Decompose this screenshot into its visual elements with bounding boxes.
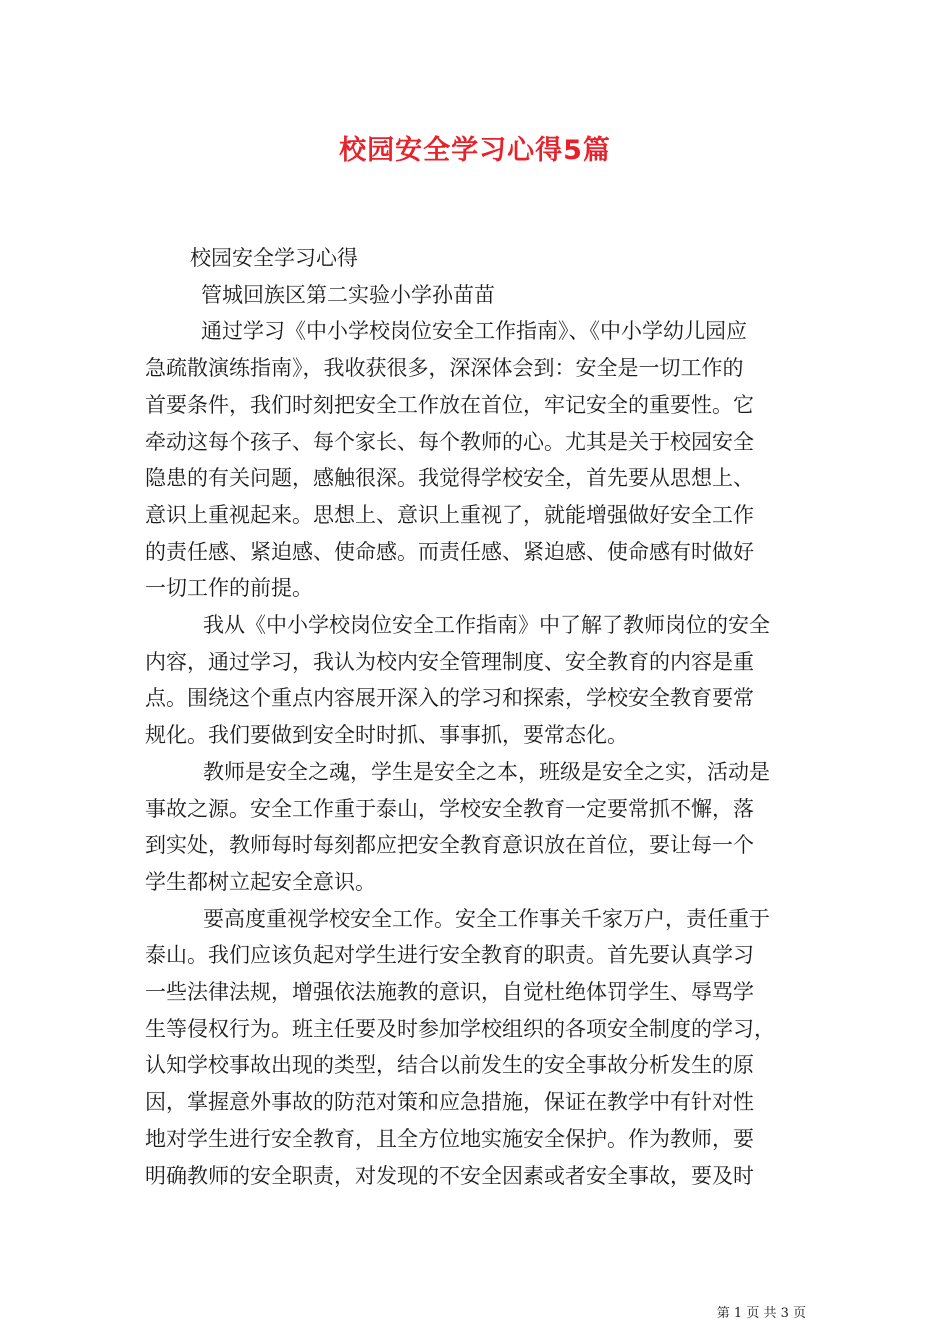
- paragraph-line: 通过学习《中小学校岗位安全工作指南》、《中小学幼儿园应: [201, 319, 747, 344]
- paragraph-line: 认知学校事故出现的类型，结合以前发生的安全事故分析发生的原: [145, 1053, 754, 1078]
- paragraph-line: 点。围绕这个重点内容展开深入的学习和探索，学校安全教育要常: [145, 686, 754, 711]
- paragraph-line: 因，掌握意外事故的防范对策和应急措施，保证在教学中有针对性: [145, 1090, 754, 1115]
- paragraph-line: 首要条件，我们时刻把安全工作放在首位，牢记安全的重要性。它: [145, 392, 754, 417]
- paragraph-line: 要高度重视学校安全工作。安全工作事关千家万户，责任重于: [203, 906, 770, 931]
- paragraph-line: 教师是安全之魂，学生是安全之本，班级是安全之实，活动是: [203, 759, 770, 784]
- paragraph-line: 一切工作的前提。: [145, 576, 313, 601]
- paragraph-line: 内容，通过学习，我认为校内安全管理制度、安全教育的内容是重: [145, 649, 754, 674]
- paragraph-line: 规化。我们要做到安全时时抓、事事抓，要常态化。: [145, 723, 628, 748]
- paragraph-line: 的责任感、紧迫感、使命感。而责任感、紧迫感、使命感有时做好: [145, 539, 754, 564]
- paragraph-line: 隐患的有关问题，感触很深。我觉得学校安全，首先要从思想上、: [145, 466, 754, 491]
- author-line: 管城回族区第二实验小学孙苗苗: [201, 282, 495, 307]
- paragraph-line: 一些法律法规，增强依法施教的意识，自觉杜绝体罚学生、辱骂学: [145, 980, 754, 1005]
- page-number: 第 1 页 共 3 页: [716, 1306, 806, 1321]
- paragraph-line: 急疏散演练指南》，我收获很多，深深体会到：安全是一切工作的: [145, 356, 744, 381]
- paragraph-line: 泰山。我们应该负起对学生进行安全教育的职责。首先要认真学习: [145, 943, 754, 968]
- paragraph-line: 牵动这每个孩子、每个家长、每个教师的心。尤其是关于校园安全: [145, 429, 754, 454]
- paragraph-line: 生等侵权行为。班主任要及时参加学校组织的各项安全制度的学习，: [145, 1016, 775, 1041]
- paragraph-line: 地对学生进行安全教育，且全方位地实施安全保护。作为教师，要: [145, 1126, 754, 1151]
- paragraph-line: 事故之源。安全工作重于泰山，学校安全教育一定要常抓不懈，落: [145, 796, 754, 821]
- paragraph-line: 到实处，教师每时每刻都应把安全教育意识放在首位，要让每一个: [145, 833, 754, 858]
- document-title: 校园安全学习心得5篇: [339, 135, 611, 166]
- paragraph-line: 我从《中小学校岗位安全工作指南》中了解了教师岗位的安全: [203, 613, 770, 638]
- paragraph-line: 明确教师的安全职责，对发现的不安全因素或者安全事故，要及时: [145, 1163, 754, 1188]
- section-heading: 校园安全学习心得: [190, 246, 358, 270]
- document-body: [145, 240, 805, 1194]
- paragraph-line: 意识上重视起来。思想上、意识上重视了，就能增强做好安全工作: [145, 502, 754, 527]
- paragraph-line: 学生都树立起安全意识。: [145, 869, 376, 894]
